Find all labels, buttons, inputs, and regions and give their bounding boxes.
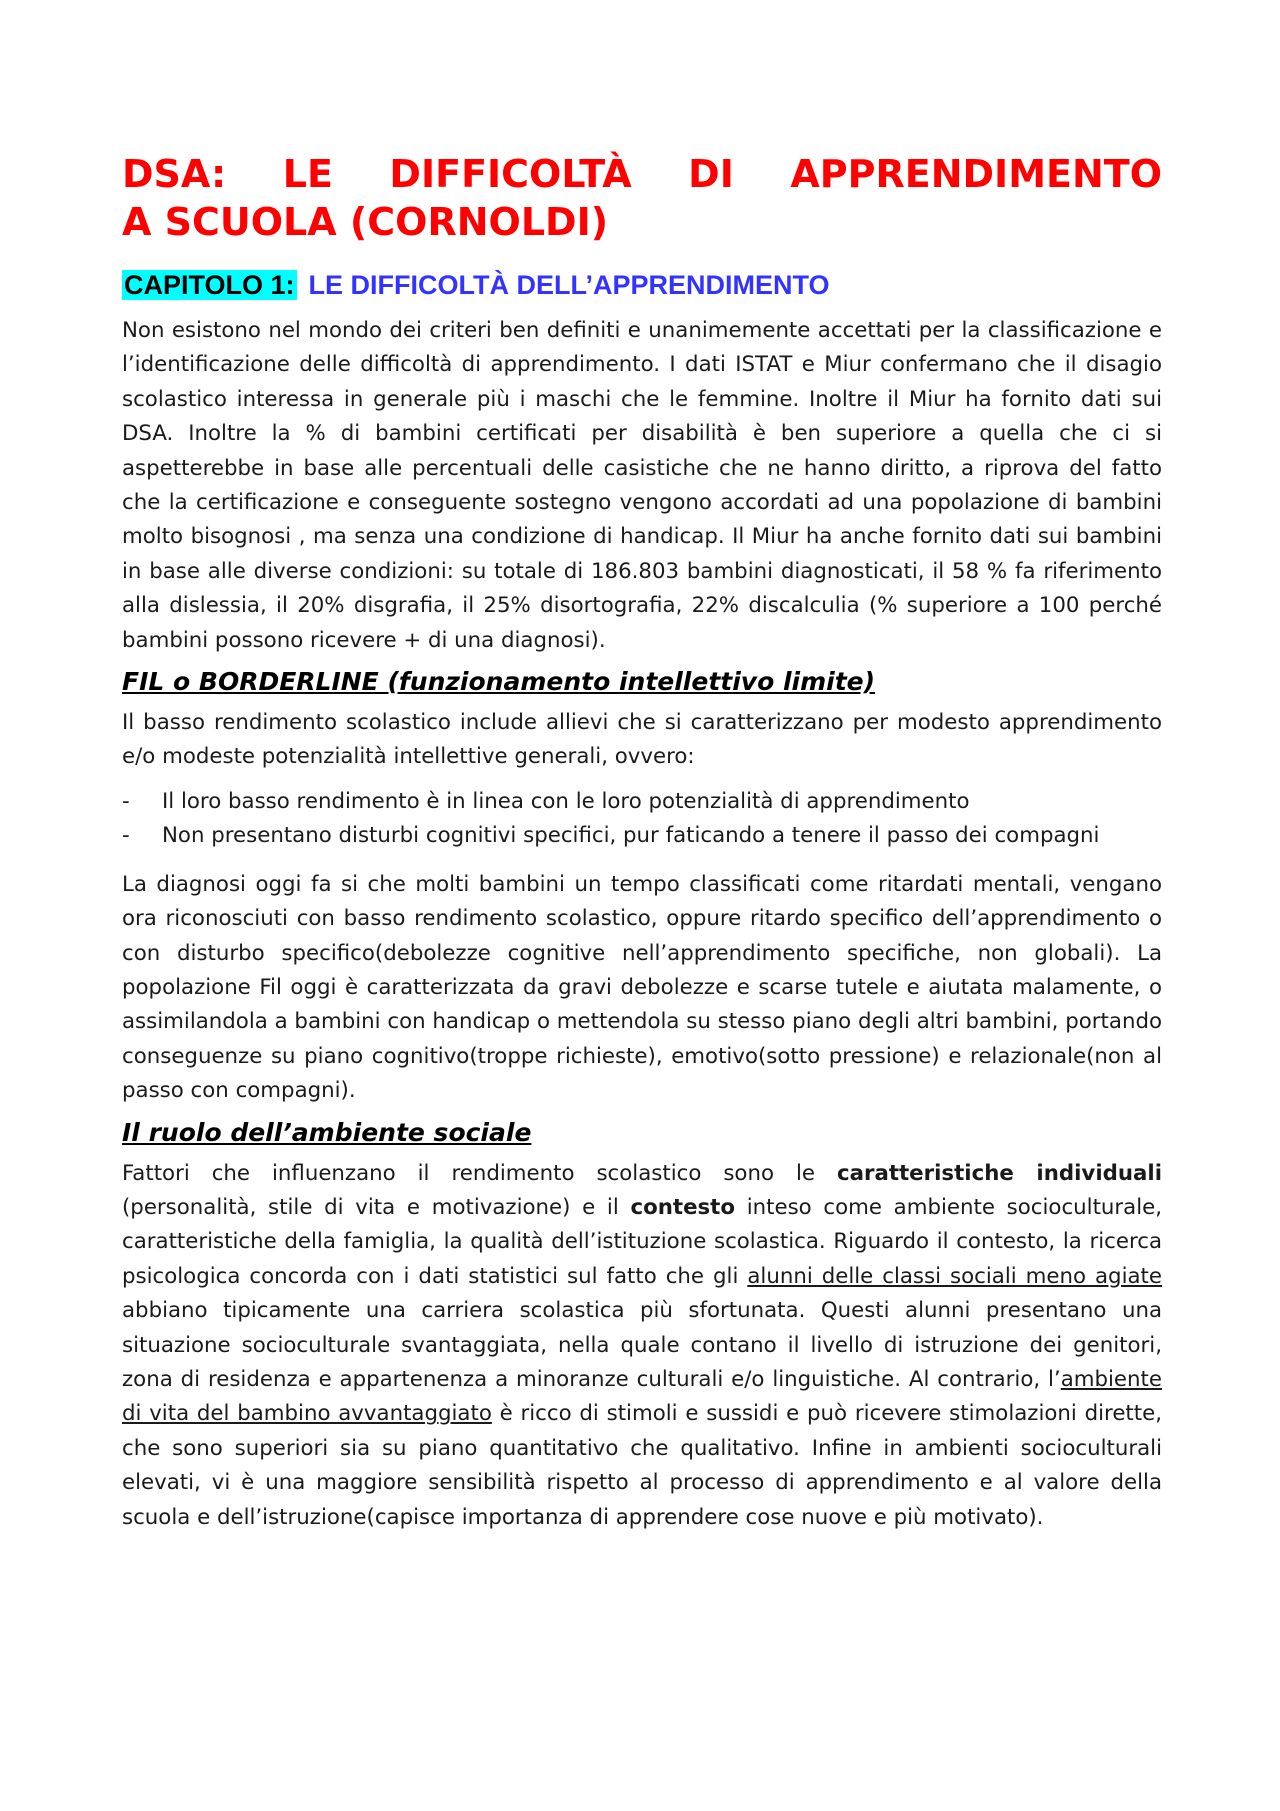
text-run: (personalità, stile di vita e motivazione) e il bbox=[122, 1194, 631, 1220]
chapter-title: LE DIFFICOLTÀ DELL’APPRENDIMENTO bbox=[308, 270, 830, 300]
fil-paragraph-1: Il basso rendimento scolastico include allievi che si caratterizzano per modesto apprendimento e/o modeste potenzialità intellettive generali, ovvero: bbox=[122, 710, 1162, 770]
underlined-phrase-advantaged: ambiente di vita del bambino avvantaggiato bbox=[122, 1366, 1162, 1427]
bold-term-context: contesto bbox=[630, 1194, 735, 1220]
underlined-phrase-disadvantaged: alunni delle classi sociali meno agiate bbox=[747, 1263, 1162, 1289]
section-heading-fil: FIL o BORDERLINE (funzionamento intellettivo limite) bbox=[122, 667, 876, 697]
fil-paragraph-2: La diagnosi oggi fa si che molti bambini un tempo classificati come ritardati mentali, vengano ora riconosciuti con basso rendimento scolastico, oppure ritardo specifico dell’apprendimento o con disturbo specifico(debolezze cognitive nell’apprendimento specifiche, non globali). La popolazione Fil oggi è caratterizzata da gravi debolezze e scarse tutele e aiutata malamente, o assimilandola a bambini con handicap o mettendola su stesso piano degli altri bambini, portando conseguenze su piano cognitivo(troppe richieste), emotivo(sotto pressione) e relazionale(non al passo con compagni). bbox=[122, 871, 1162, 1104]
list-item: - Non presentano disturbi cognitivi specifici, pur faticando a tenere il passo dei compagni bbox=[122, 819, 1162, 853]
intro-paragraph: Non esistono nel mondo dei criteri ben definiti e unanimemente accettati per la classificazione e l’identificazione delle difficoltà di apprendimento. I dati ISTAT e Miur confermano che il disagio scolastico interessa in generale più i maschi che le femmine. Inoltre il Miur ha fornito dati sui DSA. Inoltre la % di bambini certificati per disabilità è ben superiore a quella che ci si aspetterebbe in base alle percentuali delle casistiche che ne hanno diritto, a riprova del fatto che la certificazione e conseguente sostegno vengono accordati ad una popolazione di bambini molto bisognosi , ma senza una condizione di handicap. Il Miur ha anche fornito dati sui bambini in base alle diverse condizioni: su totale di 186.803 bambini diagnosticati, il 58 % fa riferimento alla dislessia, il 20% disgrafia, il 25% disortografia, 22% discalculia (% superiore a 100 perché bambini possono ricevere + di una diagnosi). bbox=[122, 318, 1162, 653]
document-page bbox=[122, 150, 1162, 1541]
list-item: - Il loro basso rendimento è in linea con le loro potenzialità di apprendimento bbox=[122, 785, 1162, 819]
document-title-line-2: A SCUOLA (CORNOLDI) bbox=[122, 200, 609, 244]
fil-bullet-list bbox=[122, 785, 1162, 854]
social-paragraph bbox=[122, 1157, 1162, 1535]
chapter-label: CAPITOLO 1: bbox=[124, 270, 295, 300]
section-heading-social: Il ruolo dell’ambiente sociale bbox=[122, 1117, 532, 1147]
chapter-heading bbox=[122, 266, 1162, 304]
text-run: abbiano tipicamente una carriera scolastica più sfortunata. Questi alunni presentano una situazione socioculturale svantaggiata, nella quale contano il livello di istruzione dei genitori, zona di residenza e appartenenza a minoranze culturali e/o linguistiche. Al contrario, l’ bbox=[122, 1298, 1162, 1392]
bold-term-individual-traits: caratteristiche individuali bbox=[836, 1160, 1162, 1186]
text-run: inteso come ambiente socioculturale, caratteristiche della famiglia, la qualità dell’istituzione scolastica. Riguardo il contesto, la ricerca psicologica concorda con i dati statistici sul fatto che gli bbox=[122, 1194, 1163, 1289]
document-title bbox=[122, 150, 1162, 246]
document-title-line-1: DSA: LE DIFFICOLTÀ DI APPRENDIMENTO bbox=[122, 152, 1162, 196]
text-run: Fattori che influenzano il rendimento scolastico sono le bbox=[122, 1160, 837, 1186]
text-run: è ricco di stimoli e sussidi e può ricevere stimolazioni dirette, che sono superiori sia su piano quantitativo che qualitativo. Infine in ambienti socioculturali elevati, vi è una maggiore sensibilità rispetto al processo di apprendimento e al valore della scuola e dell’istruzione(capisce importanza di apprendere cose nuove e più motivato). bbox=[122, 1401, 1162, 1530]
